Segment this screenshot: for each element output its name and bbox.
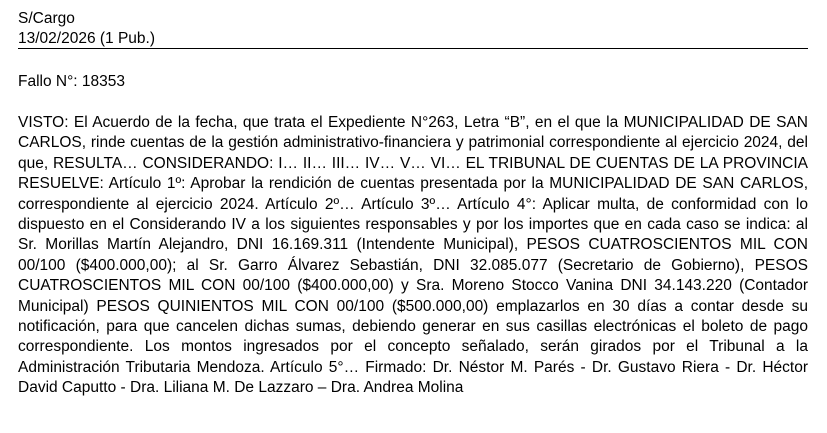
header-divider <box>18 48 808 49</box>
publication-date: 13/02/2026 (1 Pub.) <box>18 30 156 47</box>
cargo-label: S/Cargo <box>18 10 75 27</box>
publication-header <box>18 9 808 49</box>
resolution-body: VISTO: El Acuerdo de la fecha, que trata el Expediente N°263, Letra “B”, en el que la MUNICIPALIDAD DE SAN CARLOS, rinde cuentas de la gestión administrativo-financiera y patrimonial correspondiente al ejercicio 2024, del que, RESULTA… CONSIDERANDO: I… II… III… IV… V… VI… EL TRIBUNAL DE CUENTAS DE LA PROVINCIA RESUELVE: Artículo 1º: Aprobar la rendición de cuentas presentada por la MUNICIPALIDAD DE SAN CARLOS, correspondiente al ejercicio 2024. Artículo 2º… Artículo 3º… Artículo 4°: Aplicar multa, de conformidad con lo dispuesto en el Considerando IV a los siguientes responsables y por los importes que en cada caso se indica: al Sr. Morillas Martín Alejandro, DNI 16.169.311 (Intendente Municipal), PESOS CUATROSCIENTOS MIL CON 00/100 ($400.000,00); al Sr. Garro Álvarez Sebastián, DNI 32.085.077 (Secretario de Gobierno), PESOS CUATROSCIENTOS MIL CON 00/100 ($400.000,00) y Sra. Moreno Stocco Vanina DNI 34.143.220 (Contador Municipal) PESOS QUINIENTOS MIL CON 00/100 ($500.000,00) emplazarlos en 30 días a contar desde su notificación, para que cancelen dichas sumas, debiendo generar en sus casillas electrónicas el boleto de pago correspondiente. Los montos ingresados por el concepto señalado, serán girados por el Tribunal a la Administración Tributaria Mendoza. Artículo 5°… Firmado: Dr. Néstor M. Parés - Dr. Gustavo Riera - Dr. Héctor David Caputto - Dra. Liliana M. De Lazzaro – Dra. Andrea Molina <box>18 114 808 397</box>
fallo-number: Fallo N°: 18353 <box>18 73 126 90</box>
